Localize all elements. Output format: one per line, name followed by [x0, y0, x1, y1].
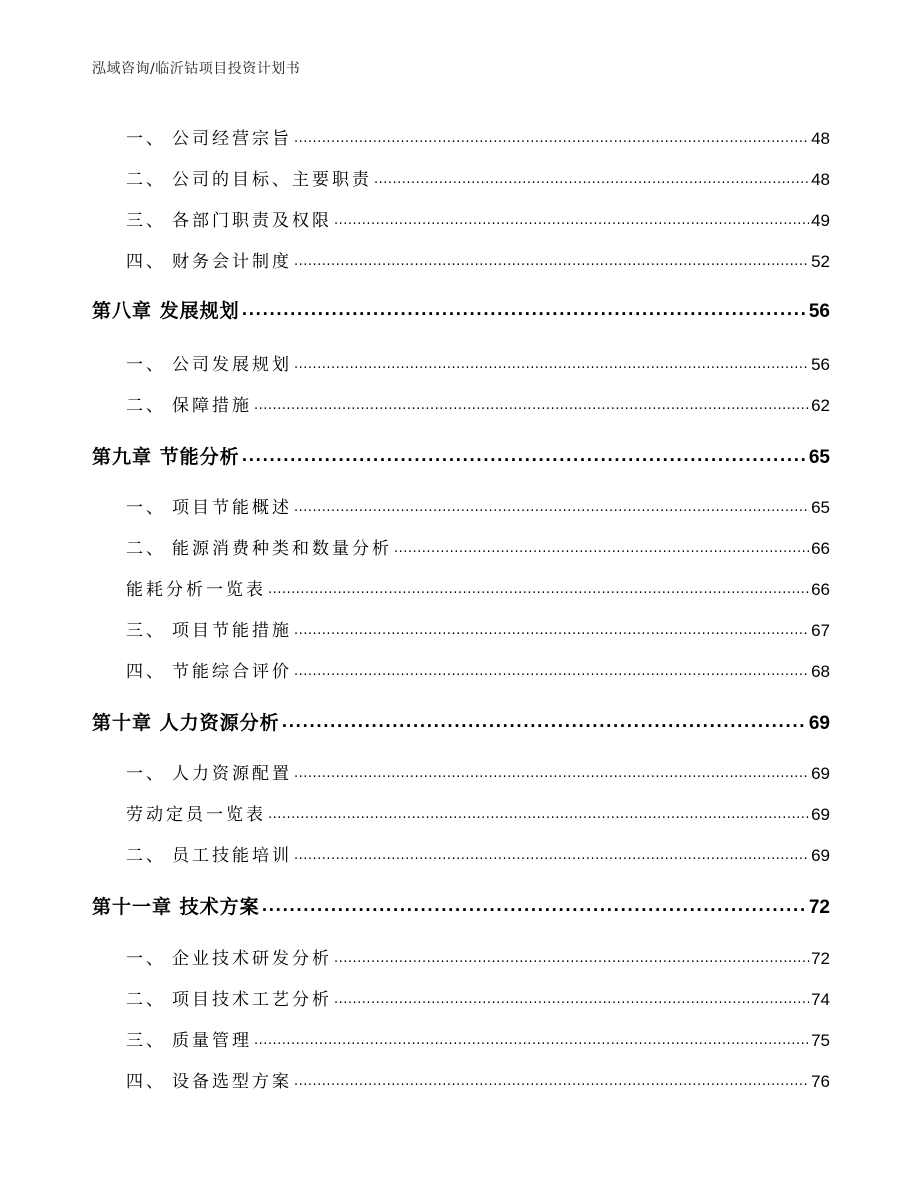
toc-entry-title: 各部门职责及权限 — [172, 211, 332, 231]
toc-page-number: 75 — [811, 1031, 830, 1050]
toc-dot-leader — [334, 947, 809, 964]
toc-entry-title: 公司的目标、主要职责 — [172, 170, 372, 190]
toc-dot-leader — [294, 127, 809, 144]
toc-entry-title: 能源消费种类和数量分析 — [172, 539, 392, 559]
toc-dot-leader — [294, 844, 809, 861]
toc-entry[interactable] — [126, 1067, 830, 1092]
toc-page-number: 69 — [811, 846, 830, 865]
toc-entry-title: 设备选型方案 — [172, 1072, 292, 1092]
toc-entry-title: 质量管理 — [172, 1031, 252, 1051]
toc-dot-leader — [254, 394, 809, 411]
toc-entry-title: 公司发展规划 — [172, 355, 292, 375]
toc-dot-leader — [334, 988, 809, 1005]
toc-chapter-entry[interactable] — [92, 892, 830, 919]
toc-entry[interactable] — [126, 206, 830, 231]
toc-entry[interactable] — [126, 841, 830, 866]
toc-chapter-entry[interactable] — [92, 442, 830, 469]
toc-page-number: 56 — [808, 301, 830, 322]
toc-page-number: 62 — [811, 396, 830, 415]
toc-page-number: 69 — [811, 764, 830, 783]
toc-dot-leader — [268, 578, 809, 595]
toc-page-number: 48 — [811, 129, 830, 148]
toc-chapter-entry[interactable] — [92, 708, 830, 735]
toc-entry-title: 能耗分析一览表 — [126, 580, 266, 600]
toc-entry-title: 节能综合评价 — [172, 662, 292, 682]
toc-entry[interactable] — [126, 759, 830, 784]
toc-entry[interactable] — [126, 124, 830, 149]
toc-page-number: 65 — [811, 498, 830, 517]
toc-entry[interactable] — [126, 391, 830, 416]
toc-page-number: 56 — [811, 355, 830, 374]
toc-entry[interactable] — [126, 800, 830, 825]
toc-entry[interactable] — [126, 575, 830, 600]
toc-entry-title: 保障措施 — [172, 396, 252, 416]
toc-entry-title: 公司经营宗旨 — [172, 129, 292, 149]
toc-page-number: 69 — [811, 805, 830, 824]
toc-dot-leader — [242, 444, 807, 463]
toc-entry-title: 企业技术研发分析 — [172, 949, 332, 969]
toc-entry-number: 四、 — [126, 1072, 166, 1092]
toc-entry-title: 项目节能措施 — [172, 621, 292, 641]
running-header: 泓域咨询/临沂钴项目投资计划书 — [92, 61, 301, 77]
toc-entry-number: 三、 — [126, 1031, 166, 1051]
toc-entry-number: 二、 — [126, 396, 166, 416]
toc-entry[interactable] — [126, 350, 830, 375]
toc-entry-number: 二、 — [126, 990, 166, 1010]
toc-entry[interactable] — [126, 534, 830, 559]
toc-dot-leader — [282, 710, 807, 729]
toc-entry[interactable] — [126, 616, 830, 641]
toc-entry-title: 员工技能培训 — [172, 846, 292, 866]
toc-entry-title: 第八章 发展规划 — [92, 300, 240, 322]
toc-dot-leader — [294, 250, 809, 267]
toc-dot-leader — [254, 1029, 809, 1046]
toc-entry-number: 一、 — [126, 355, 166, 375]
toc-page-number: 48 — [811, 170, 830, 189]
toc-page-number: 68 — [811, 662, 830, 681]
toc-chapter-entry[interactable] — [92, 296, 830, 323]
toc-dot-leader — [334, 209, 809, 226]
toc-entry-number: 三、 — [126, 621, 166, 641]
toc-page-number: 49 — [811, 211, 830, 230]
toc-entry-number: 二、 — [126, 170, 166, 190]
toc-dot-leader — [294, 496, 809, 513]
toc-entry-title: 第九章 节能分析 — [92, 446, 240, 468]
toc-entry-number: 二、 — [126, 539, 166, 559]
toc-page-number: 76 — [811, 1072, 830, 1091]
toc-dot-leader — [294, 1070, 809, 1087]
toc-entry[interactable] — [126, 657, 830, 682]
toc-entry-number: 四、 — [126, 662, 166, 682]
toc-dot-leader — [294, 762, 809, 779]
toc-entry-number: 二、 — [126, 846, 166, 866]
toc-entry-number: 一、 — [126, 129, 166, 149]
toc-entry[interactable] — [126, 165, 830, 190]
toc-page-number: 69 — [808, 713, 830, 734]
toc-entry[interactable] — [126, 247, 830, 272]
toc-entry[interactable] — [126, 985, 830, 1010]
toc-entry-title: 财务会计制度 — [172, 252, 292, 272]
toc-dot-leader — [268, 803, 809, 820]
toc-entry-title: 项目技术工艺分析 — [172, 990, 332, 1010]
toc-entry-number: 四、 — [126, 252, 166, 272]
toc-dot-leader — [394, 537, 809, 554]
toc-entry-number: 一、 — [126, 949, 166, 969]
toc-dot-leader — [294, 619, 809, 636]
toc-page-number: 67 — [811, 621, 830, 640]
toc-entry-title: 劳动定员一览表 — [126, 805, 266, 825]
toc-dot-leader — [262, 894, 807, 913]
toc-dot-leader — [374, 168, 809, 185]
toc-entry-number: 一、 — [126, 764, 166, 784]
toc-page-number: 72 — [811, 949, 830, 968]
toc-entry-title: 第十章 人力资源分析 — [92, 712, 280, 734]
toc-dot-leader — [294, 660, 809, 677]
toc-entry-title: 人力资源配置 — [172, 764, 292, 784]
toc-page-number: 66 — [811, 539, 830, 558]
toc-entry-number: 一、 — [126, 498, 166, 518]
toc-page-number: 52 — [811, 252, 830, 271]
toc-page-number: 66 — [811, 580, 830, 599]
toc-entry[interactable] — [126, 944, 830, 969]
toc-entry[interactable] — [126, 1026, 830, 1051]
toc-page-number: 65 — [808, 447, 830, 468]
toc-entry[interactable] — [126, 493, 830, 518]
toc-entry-title: 项目节能概述 — [172, 498, 292, 518]
toc-page-number: 74 — [811, 990, 830, 1009]
toc-dot-leader — [242, 298, 807, 317]
toc-dot-leader — [294, 353, 809, 370]
toc-entry-title: 第十一章 技术方案 — [92, 896, 260, 918]
toc-entry-number: 三、 — [126, 211, 166, 231]
toc-page-number: 72 — [808, 897, 830, 918]
